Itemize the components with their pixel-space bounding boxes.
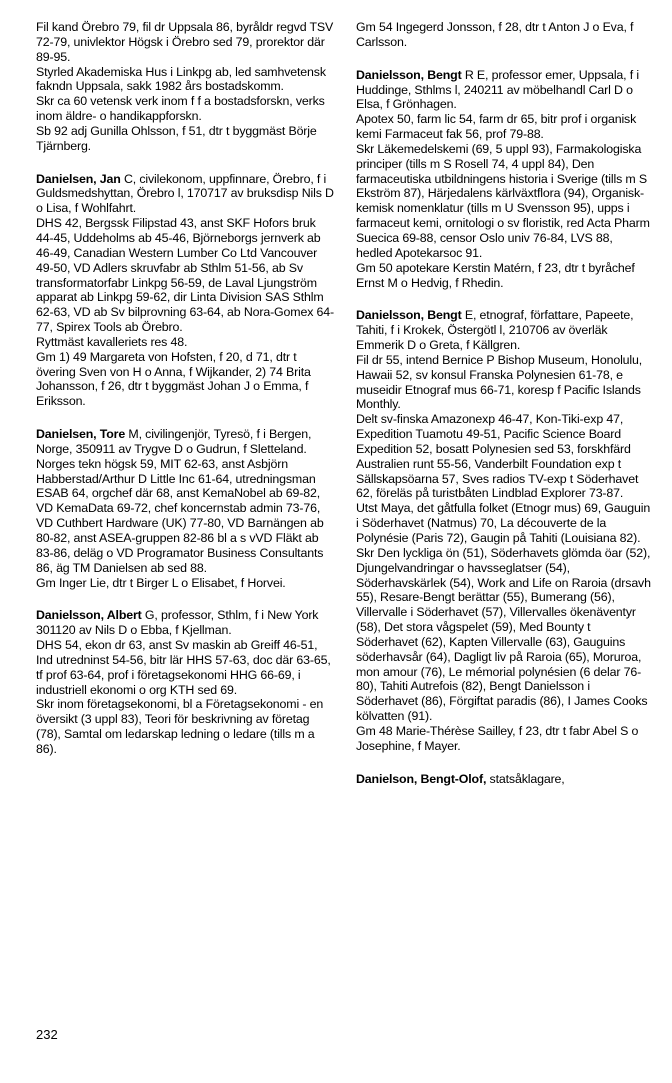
entry-name: Danielsson, Albert <box>36 608 142 623</box>
entry-paragraph: Skr Den lyckliga ön (51), Söderhavets glömda öar (52), Djungelvandringar o havsseglatser (54), Söderhavskärlek (54), Work and Life on Raroia (drsavh 55), Resare-Bengt berättar (55), Bumerang (56), Villervalle i Söderhavet (57), Villervalles ökenäventyr (58), Det stora vågspelet (59), Med Bounty t Söderhavet (62), Kapten Villervalle (63), Gauguins söderhavsår (64), Dagligt liv på Raroia (65), Moruroa, mon amour (76), Le mémorial polynésien (6 delar 76-80), Tahiti Autrefois (82), Bengt Danielsson i Söderhavet (86), Förgiftat paradis (86), I James Cooks kölvatten (91). <box>356 545 651 724</box>
entry-name: Danielson, Bengt-Olof, <box>356 771 487 786</box>
entry-paragraph: Gm 50 apotekare Kerstin Matérn, f 23, dtr t byråchef Ernst M o Hedvig, f Rhedin. <box>356 260 635 290</box>
entry-paragraph <box>356 308 652 353</box>
entry-paragraph: Apotex 50, farm lic 54, farm dr 65, bitr prof i organisk kemi Farmaceut fak 56, prof 79-88. <box>356 112 637 142</box>
entry-danielsson-bengt-e <box>356 308 652 753</box>
entry-paragraph: Delt sv-finska Amazonexp 46-47, Kon-Tiki-exp 47, Expedition Tuamotu 49-51, Pacific Science Board Expedition 52, bosatt Polynesien sed 53, forskhfärd Australien runt 55-56, Vanderbilt Foundation exp t Sällskapsöarna 57, Sves radios TV-exp t Söderhavet 62, föreläs på turistbåten Lindblad Explorer 73-87. <box>356 412 639 501</box>
entry-paragraph: Norges tekn högsk 59, MIT 62-63, anst Asbjörn Habberstad/Arthur D Little Inc 61-64, utredningsman ESAB 64, orgchef där 68, anst KemaNobel ab 69-82, VD KemaData 69-72, chef koncernstab admin 73-76, VD Cuthbert Hardware (UK) 77-80, VD Barnängen ab 80-82, anst ASEA-gruppen 82-86 bl a s vVD Fläkt ab 83-86, deläg o VD Programator Business Consultants 86, äg TM Danielsen ab sed 88. <box>36 456 324 575</box>
entry-paragraph <box>356 772 652 787</box>
entry-paragraph: Gm 54 Ingegerd Jonsson, f 28, dtr t Anton J o Eva, f Carlsson. <box>356 20 634 49</box>
entry-intro: statsåklagare, <box>486 771 565 786</box>
entry-paragraph <box>356 68 652 113</box>
entry-paragraph: Skr inom företagsekonomi, bl a Företagsekonomi - en översikt (3 uppl 83), Teori för beskrivning av företag (78), Samtal om ledarskap ledning o ledare (tills m a 86). <box>36 697 324 756</box>
entry-paragraph <box>36 427 336 457</box>
entry-intro: R E, professor emer, Uppsala, f i Huddinge, Sthlms l, 240211 av möbelhandl Carl D o Elsa, f Grönhagen. <box>356 67 639 112</box>
entry-paragraph <box>36 172 336 217</box>
entry-intro: C, civilekonom, uppfinnare, Örebro, f i Guldsmedshyttan, Örebro l, 170717 av bruksdisp Nils D o Lisa, f Wohlfahrt. <box>36 171 334 216</box>
entry-name: Danielsen, Jan <box>36 171 121 186</box>
entry-name: Danielsson, Bengt <box>356 67 462 82</box>
entry-intro: G, professor, Sthlm, f i New York 301120 av Nils D o Ebba, f Kjellman. <box>36 608 319 638</box>
entry-continuation-left <box>36 20 336 154</box>
entry-paragraph: Utst Maya, det gåtfulla folket (Etnogr mus) 69, Gauguin i Söderhavet (Natmus) 70, La découverte de la Polynésie (Paris 72), Gaugin på Tahiti (Louisiana 82). <box>356 501 651 545</box>
entry-danielsen-tore <box>36 427 336 590</box>
entry-paragraph: Ryttmäst kavalleriets res 48. <box>36 334 188 349</box>
entry-continuation-right <box>356 20 652 50</box>
entry-paragraph <box>36 608 336 638</box>
entry-danielson-bengt-olof <box>356 772 652 787</box>
right-column <box>356 20 652 805</box>
entry-paragraph: DHS 42, Bergssk Filipstad 43, anst SKF Hofors bruk 44-45, Uddeholms ab 45-46, Björneborgs jernverk ab 46-49, Canadian Western Lumber Co Ltd Vancouver 49-50, VD Adlers skruvfabr ab Sthlm 51-56, ab Sv transformatorfabr Linkpg 56-59, de Laval Ljungström apparat ab Linkpg 59-62, dir Linta Division SAS Sthlm 62-63, VD ab Sv bilprovning 63-64, ab Nora-Gomex 64-77, Spirex Tools ab Örebro. <box>36 216 334 335</box>
entry-danielsson-bengt-re <box>356 68 652 291</box>
entry-paragraph: Sb 92 adj Gunilla Ohlsson, f 51, dtr t byggmäst Börje Tjärnberg. <box>36 123 317 153</box>
entry-paragraph: Skr Läkemedelskemi (69, 5 uppl 93), Farmakologiska principer (tills m S Rosell 74, 4 uppl 84), Den farmaceutiska utbildningens historia i Sverige (tills m S Ekström 87), Härjedalens kärlväxtflora (94), Organisk-kemisk nomenklatur (tills m U Svensson 95), upps i farmaceut kemi, ornitologi o sv floristik, red Acta Pharm Suecica 69-88, censor Oslo univ 76-84, LVS 88, hedled Apotekarsoc 91. <box>356 141 650 260</box>
entry-paragraph: Gm Inger Lie, dtr t Birger L o Elisabet, f Horvei. <box>36 575 286 590</box>
entry-paragraph: Fil kand Örebro 79, fil dr Uppsala 86, byråldr regvd TSV 72-79, univlektor Högsk i Örebro sed 79, prorektor där 89-95. <box>36 20 334 64</box>
left-column <box>36 20 336 775</box>
entry-paragraph: Gm 48 Marie-Thérèse Sailley, f 23, dtr t fabr Abel S o Josephine, f Mayer. <box>356 723 639 753</box>
page-number: 232 <box>36 1027 58 1042</box>
entry-danielsson-albert <box>36 608 336 756</box>
entry-danielsen-jan <box>36 172 336 410</box>
entry-name: Danielsson, Bengt <box>356 308 462 323</box>
entry-paragraph: Skr ca 60 vetensk verk inom f f a bostadsforskn, verks inom äldre- o handikappforskn. <box>36 94 325 124</box>
entry-name: Danielsen, Tore <box>36 427 126 442</box>
entry-paragraph: Gm 1) 49 Margareta von Hofsten, f 20, d 71, dtr t övering Sven von H o Anna, f Wijkander, 2) 74 Brita Johansson, f 26, dtr t byggmäst Johan J o Emma, f Eriksson. <box>36 349 311 409</box>
entry-paragraph: Fil dr 55, intend Bernice P Bishop Museum, Honolulu, Hawaii 52, sv konsul Franska Polynesien 61-78, e museidir Etnograf mus 66-71, koresp f Pacific Islands Monthly. <box>356 352 643 412</box>
entry-paragraph: DHS 54, ekon dr 63, anst Sv maskin ab Greiff 46-51, Ind utredninst 54-56, bitr lär HHS 57-63, doc där 63-65, tf prof 63-64, prof i företagsekonomi HHG 66-69, i industriell ekonomi o org KTH sed 69. <box>36 638 331 697</box>
entry-intro: E, etnograf, författare, Papeete, Tahiti, f i Krokek, Östergötl l, 210706 av överläk Emmerik D o Greta, f Källgren. <box>356 308 634 353</box>
entry-paragraph: Styrled Akademiska Hus i Linkpg ab, led samhvetensk fakndn Uppsala, sakk 1982 års bostadskomm. <box>36 64 326 94</box>
entry-intro: M, civilingenjör, Tyresö, f i Bergen, Norge, 350911 av Trygve D o Gudrun, f Sletteland. <box>36 427 312 456</box>
